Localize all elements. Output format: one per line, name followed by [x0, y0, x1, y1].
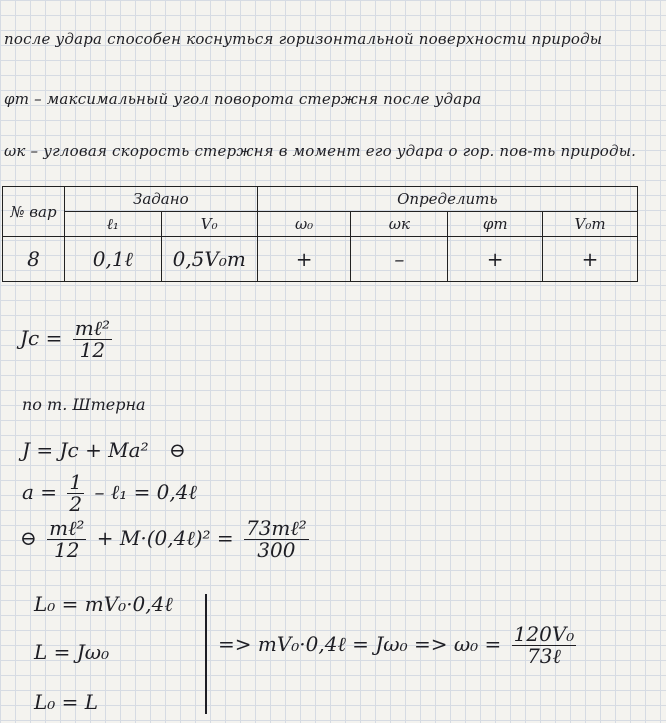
- intro-line-2: φm – максимальный угол поворота стержня после удара: [4, 90, 482, 108]
- subheader-v0m: V₀m: [543, 212, 638, 237]
- j-equation: [22, 438, 186, 462]
- cell-w0: +: [257, 237, 351, 282]
- e-denominator-2: 300: [257, 538, 296, 562]
- steiner-label: по т. Штерна: [22, 395, 146, 414]
- subheader-v0: V₀: [161, 212, 257, 237]
- w0-numerator: 120V₀: [513, 622, 575, 646]
- a-lhs: a =: [22, 480, 58, 504]
- jc-lhs: Jc =: [20, 326, 63, 350]
- e-fraction-1: [47, 518, 86, 561]
- j-eq-text: J = Jc + Ma²: [22, 438, 149, 462]
- jc-denominator: 12: [79, 338, 106, 362]
- w0-fraction: [512, 624, 577, 667]
- determine-header: Определить: [257, 187, 637, 212]
- subheader-wk: ωк: [351, 212, 448, 237]
- jc-fraction: [73, 318, 112, 361]
- given-header: Задано: [64, 187, 257, 212]
- jc-formula: [20, 318, 116, 361]
- intro-line-1: после удара способен коснуться горизонтальной поверхности природы: [4, 30, 603, 48]
- subheader-phim: φm: [448, 212, 543, 237]
- variant-header: № вар: [3, 187, 65, 237]
- cell-l1: 0,1ℓ: [64, 237, 161, 282]
- subheader-l1: ℓ₁: [64, 212, 161, 237]
- e-mark: ⊖: [20, 526, 37, 550]
- cell-variant: 8: [3, 237, 65, 282]
- l0-equation: L₀ = mV₀·0,4ℓ: [34, 592, 173, 616]
- w0-derivation: [218, 624, 580, 667]
- j-mark: ⊖: [168, 438, 186, 462]
- j-expansion: [20, 518, 313, 561]
- jc-numerator: mℓ²: [74, 316, 111, 340]
- separator-line: [205, 594, 207, 714]
- intro-line-3: ωк – угловая скорость стержня в момент его удара о гор. пов-ть природы.: [4, 142, 637, 160]
- cell-wk: –: [351, 237, 448, 282]
- l0-equals-l: L₀ = L: [34, 690, 99, 714]
- e-numerator-2: 73mℓ²: [245, 516, 307, 540]
- a-fraction: [67, 472, 84, 515]
- a-numerator: 1: [69, 470, 83, 494]
- cell-v0m: +: [543, 237, 638, 282]
- l-equation: L = Jω₀: [34, 640, 110, 664]
- w0-denominator: 73ℓ: [527, 644, 561, 668]
- a-denominator: 2: [69, 492, 83, 516]
- task-table: [2, 186, 638, 282]
- e-numerator-1: mℓ²: [49, 516, 85, 540]
- a-rhs: – ℓ₁ = 0,4ℓ: [94, 480, 197, 504]
- e-fraction-2: [244, 518, 309, 561]
- cell-v0: 0,5V₀m: [161, 237, 257, 282]
- implication-text: => mV₀·0,4ℓ = Jω₀ => ω₀ =: [218, 632, 502, 656]
- subheader-w0: ω₀: [257, 212, 351, 237]
- cell-phim: +: [448, 237, 543, 282]
- a-equation: [22, 472, 197, 515]
- e-middle: + M·(0,4ℓ)² =: [96, 526, 234, 550]
- e-denominator-1: 12: [54, 538, 80, 562]
